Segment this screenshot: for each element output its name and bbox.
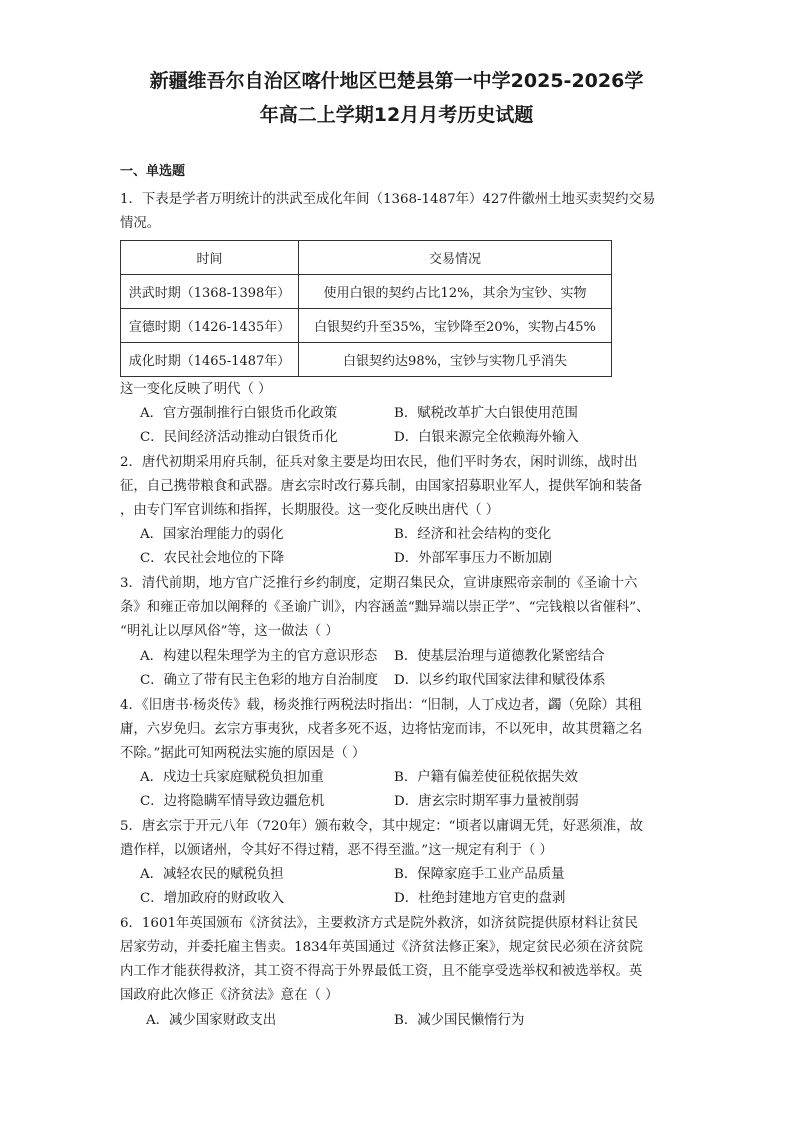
q2-stem-line-1: 2．唐代初期采用府兵制，征兵对象主要是均田农民，他们平时务农，闲时训练，战时出 xyxy=(120,455,638,470)
q2-stem-line-3: ，由专门军官训练和指挥，长期服役。这一变化反映出唐代（ ） xyxy=(120,503,500,518)
q5-option-d[interactable]: D．杜绝封建地方官吏的盘剥 xyxy=(394,891,566,906)
q1-option-b[interactable]: B．赋税改革扩大白银使用范围 xyxy=(394,406,578,421)
q3-option-a[interactable]: A．构建以程朱理学为主的官方意识形态 xyxy=(140,649,378,664)
q3-option-b[interactable]: B．使基层治理与道德教化紧密结合 xyxy=(394,649,605,664)
q5-option-a[interactable]: A．减轻农民的赋税负担 xyxy=(140,867,284,882)
q3-stem-line-3: “明礼让以厚风俗”等，这一做法（ ） xyxy=(120,624,339,639)
table-cell: 白银契约升至35%，宝钞降至20%，实物占45% xyxy=(299,309,612,343)
q1-option-a[interactable]: A．官方强制推行白银货币化政策 xyxy=(140,406,338,421)
q2-option-a[interactable]: A．国家治理能力的弱化 xyxy=(140,527,284,542)
q1-stem-line-3: 这一变化反映了明代（ ） xyxy=(120,382,272,397)
table-header-time: 时间 xyxy=(121,241,299,275)
table-cell: 白银契约达98%，宝钞与实物几乎消失 xyxy=(299,343,612,377)
q3-stem-line-1: 3．清代前期，地方官广泛推行乡约制度，定期召集民众，宣讲康熙帝亲制的《圣谕十六 xyxy=(120,576,638,591)
q4-option-b[interactable]: B．户籍有偏差使征税依据失效 xyxy=(394,770,578,785)
q6-option-b[interactable]: B．减少国民懒惰行为 xyxy=(394,1013,525,1028)
q1-data-table xyxy=(120,240,612,377)
q6-option-a[interactable]: A．减少国家财政支出 xyxy=(146,1013,277,1028)
table-cell: 成化时期（1465-1487年） xyxy=(121,343,299,377)
table-row xyxy=(121,275,612,309)
table-row xyxy=(121,309,612,343)
table-header-trade: 交易情况 xyxy=(299,241,612,275)
q6-stem-line-3: 内工作才能获得救济，其工资不得高于外界最低工资，且不能享受选举权和被选举权。英 xyxy=(120,964,643,979)
q6-stem-line-1: 6．1601年英国颁布《济贫法》，主要救济方式是院外救济，如济贫院提供原材料让贫民 xyxy=(120,916,638,931)
q2-stem-line-2: 征，自己携带粮食和武器。唐玄宗时改行募兵制，由国家招募职业军人，提供军饷和装备 xyxy=(120,479,643,494)
q3-stem-line-2: 条》和雍正帝加以阐释的《圣谕广训》，内容涵盖“黜异端以崇正学”、“完钱粮以省催科”、 xyxy=(120,600,650,615)
q4-stem-line-1: 4．《旧唐书·杨炎传》载，杨炎推行两税法时指出：“旧制，人丁戍边者，蠲（免除）其租 xyxy=(120,698,642,713)
exam-title-line-2: 年高二上学期12月月考历史试题 xyxy=(259,104,534,126)
q5-option-c[interactable]: C．增加政府的财政收入 xyxy=(140,891,285,906)
q4-stem-line-2: 庸，六岁免归。玄宗方事夷狄，戍者多死不返，边将怙宠而讳，不以死申，故其贯籍之名 xyxy=(120,722,643,737)
q1-option-d[interactable]: D．白银来源完全依赖海外输入 xyxy=(394,430,579,445)
q4-stem-line-3: 不除。”据此可知两税法实施的原因是（ ） xyxy=(120,746,366,761)
section-heading: 一、单选题 xyxy=(120,164,186,179)
q2-option-b[interactable]: B．经济和社会结构的变化 xyxy=(394,527,552,542)
table-header-row xyxy=(121,241,612,275)
exam-title-line-1: 新疆维吾尔自治区喀什地区巴楚县第一中学2025-2026学 xyxy=(149,70,644,92)
q1-stem-line-1: 1．下表是学者万明统计的洪武至成化年间（1368-1487年）427件徽州土地买卖契约交易 xyxy=(120,192,656,207)
table-cell: 使用白银的契约占比12%，其余为宝钞、实物 xyxy=(299,275,612,309)
q3-option-d[interactable]: D．以乡约取代国家法律和赋役体系 xyxy=(394,673,606,688)
q4-option-d[interactable]: D．唐玄宗时期军事力量被削弱 xyxy=(394,794,579,809)
table-cell: 洪武时期（1368-1398年） xyxy=(121,275,299,309)
q5-stem-line-1: 5．唐玄宗于开元八年（720年）颁布敕令，其中规定：“顷者以庸调无凭，好恶须准，故 xyxy=(120,819,643,834)
q4-option-a[interactable]: A．戍边士兵家庭赋税负担加重 xyxy=(140,770,324,785)
q5-option-b[interactable]: B．保障家庭手工业产品质量 xyxy=(394,867,565,882)
q1-stem-line-2: 情况。 xyxy=(120,216,161,231)
q4-option-c[interactable]: C．边将隐瞒军情导致边疆危机 xyxy=(140,794,325,809)
q6-stem-line-2: 居家劳动，并委托雇主售卖。1834年英国通过《济贫法修正案》，规定贫民必须在济贫院 xyxy=(120,940,643,955)
q5-stem-line-2: 遣作样，以颁诸州，令其好不得过精，恶不得至滥。”这一规定有利于（ ） xyxy=(120,843,553,858)
q3-option-c[interactable]: C．确立了带有民主色彩的地方自治制度 xyxy=(140,673,378,688)
table-row xyxy=(121,343,612,377)
q2-option-c[interactable]: C．农民社会地位的下降 xyxy=(140,551,285,566)
q6-stem-line-4: 国政府此次修正《济贫法》意在（ ） xyxy=(120,988,339,1003)
q2-option-d[interactable]: D．外部军事压力不断加剧 xyxy=(394,551,553,566)
q1-option-c[interactable]: C．民间经济活动推动白银货币化 xyxy=(140,430,338,445)
table-cell: 宣德时期（1426-1435年） xyxy=(121,309,299,343)
